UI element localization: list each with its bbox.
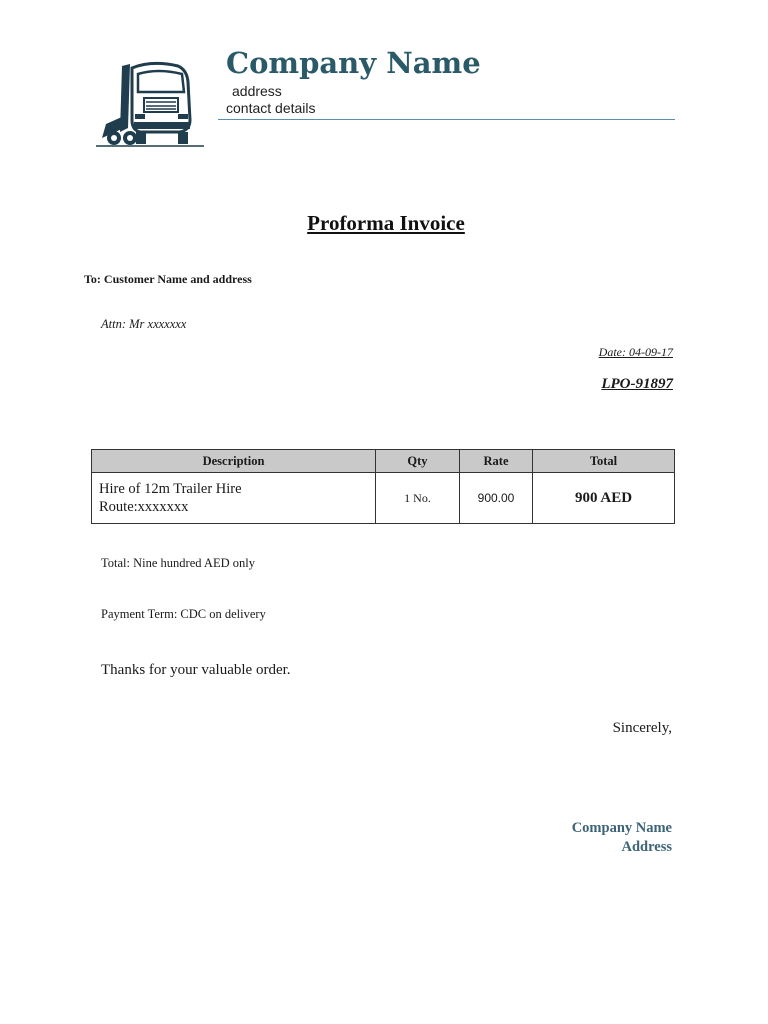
company-address: address — [232, 83, 282, 99]
truck-logo-icon — [92, 58, 210, 150]
attention-line: Attn: Mr xxxxxxx — [101, 317, 187, 331]
total-in-words: Total: Nine hundred AED only — [101, 556, 255, 570]
items-table — [91, 449, 675, 524]
payment-term: Payment Term: CDC on delivery — [101, 607, 266, 621]
recipient-line: To: Customer Name and address — [84, 272, 252, 286]
lpo-number: LPO-91897 — [601, 376, 673, 392]
rate-cell: 900.00 — [460, 473, 533, 524]
closing: Sincerely, — [612, 720, 672, 736]
invoice-date: Date: 04-09-17 — [598, 345, 673, 359]
column-header-qty: Qty — [376, 450, 460, 473]
company-contact: contact details — [226, 100, 316, 116]
document-title: Proforma Invoice — [307, 211, 465, 235]
table-header-row — [92, 450, 675, 473]
table-row — [92, 473, 675, 524]
footer-address: Address — [621, 839, 672, 855]
footer-company-name: Company Name — [571, 820, 672, 836]
total-cell: 900 AED — [533, 473, 675, 524]
description-cell — [92, 473, 376, 524]
description-line: Hire of 12m Trailer Hire — [99, 481, 242, 497]
qty-cell: 1 No. — [376, 473, 460, 524]
route-line: Route:xxxxxxx — [99, 499, 189, 515]
column-header-rate: Rate — [460, 450, 533, 473]
column-header-description: Description — [92, 450, 376, 473]
column-header-total: Total — [533, 450, 675, 473]
company-name: Company Name — [226, 46, 481, 80]
header-divider — [218, 119, 675, 120]
thanks-message: Thanks for your valuable order. — [101, 662, 291, 678]
